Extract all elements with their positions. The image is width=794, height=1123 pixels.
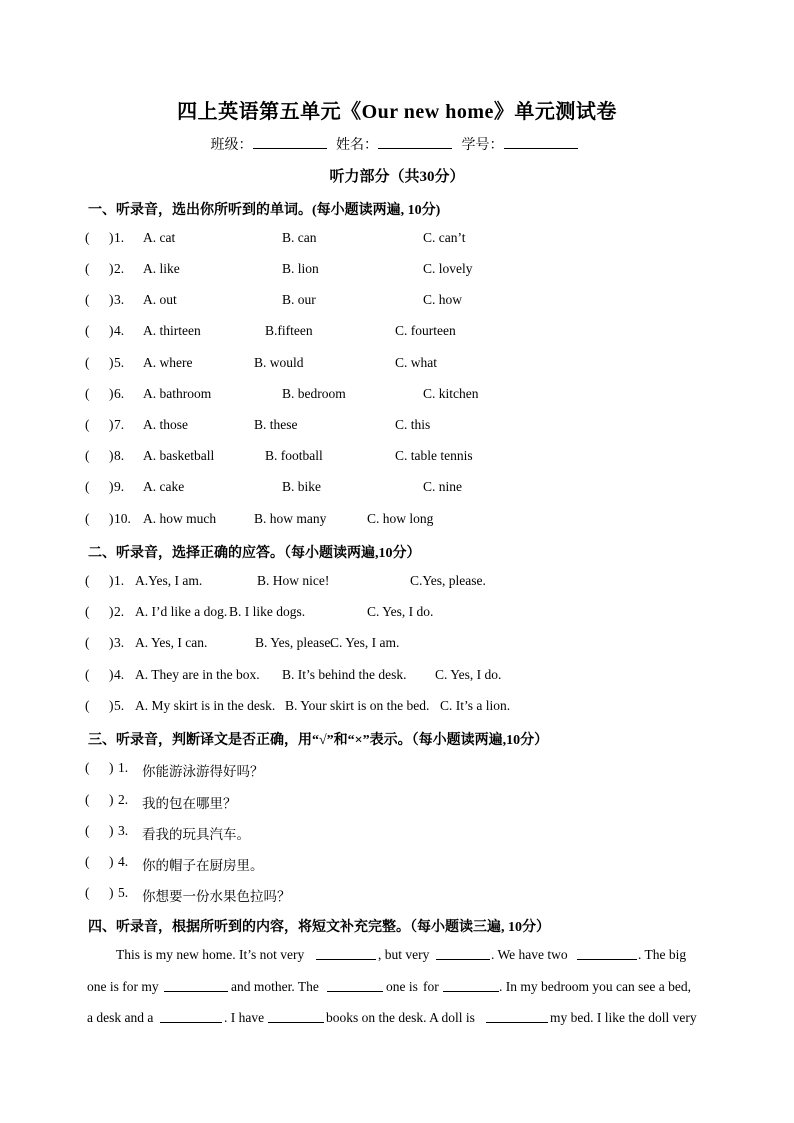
- fill-blank[interactable]: [486, 1010, 548, 1027]
- question-number: 5.: [118, 885, 129, 900]
- answer-paren-close: ): [109, 760, 114, 775]
- fill-blank[interactable]: [268, 1010, 324, 1027]
- passage-text: a desk and a: [87, 1010, 154, 1025]
- fill-blank[interactable]: [577, 947, 637, 964]
- answer-paren-close: ): [109, 292, 114, 307]
- student-info: [0, 134, 794, 154]
- question-number: 2.: [118, 792, 129, 807]
- option-c: C. kitchen: [423, 386, 479, 401]
- option-a: A. They are in the box.: [135, 667, 260, 682]
- answer-paren-open[interactable]: (: [85, 261, 90, 276]
- section3-heading: 三、听录音，判断译文是否正确，用“√”和“×”表示。（每小题读两遍,10分）: [88, 733, 549, 748]
- passage-text: and mother. The: [231, 979, 319, 994]
- option-c: C. can’t: [423, 230, 466, 245]
- option-c: C. Yes, I am.: [330, 635, 400, 650]
- translation-text: 你想要一份水果色拉吗？: [142, 889, 291, 904]
- answer-paren-close: ): [109, 355, 114, 370]
- option-c: C. It’s a lion.: [440, 698, 511, 713]
- question-number: 1.: [114, 573, 125, 588]
- question-number: 4.: [114, 323, 125, 338]
- passage-text: . The big: [638, 947, 687, 962]
- fill-blank[interactable]: [316, 947, 376, 964]
- option-b: B. bike: [282, 479, 321, 494]
- question-number: 4.: [114, 667, 125, 682]
- name-blank[interactable]: [378, 136, 452, 149]
- option-a: A. basketball: [143, 448, 215, 463]
- answer-paren-open[interactable]: (: [85, 854, 90, 869]
- answer-paren-close: ): [109, 573, 114, 588]
- answer-paren-open[interactable]: (: [85, 292, 90, 307]
- answer-paren-close: ): [109, 854, 114, 869]
- option-a: A. thirteen: [143, 323, 201, 338]
- question-number: 10.: [114, 511, 131, 526]
- answer-paren-open[interactable]: (: [85, 417, 90, 432]
- answer-paren-close: ): [109, 698, 114, 713]
- translation-text: 看我的玩具汽车。: [142, 827, 250, 842]
- answer-paren-open[interactable]: (: [85, 635, 90, 650]
- option-a: A. like: [143, 261, 180, 276]
- answer-paren-open[interactable]: (: [85, 479, 90, 494]
- question-number: 3.: [118, 823, 129, 838]
- answer-paren-close: ): [109, 230, 114, 245]
- answer-paren-open[interactable]: (: [85, 792, 90, 807]
- translation-text: 你的帽子在厨房里。: [142, 858, 264, 873]
- question-number: 1.: [118, 760, 129, 775]
- fill-blank[interactable]: [160, 1010, 222, 1027]
- option-b: B.fifteen: [265, 323, 313, 338]
- question-number: 5.: [114, 698, 125, 713]
- option-b: B. these: [254, 417, 298, 432]
- answer-paren-close: ): [109, 261, 114, 276]
- option-b: B. It’s behind the desk.: [282, 667, 407, 682]
- passage-text: my bed. I like the doll very: [550, 1010, 697, 1025]
- answer-paren-close: ): [109, 667, 114, 682]
- option-a: A.Yes, I am.: [135, 573, 203, 588]
- option-c: C. what: [395, 355, 437, 370]
- passage-text: . In my bedroom you can see a bed,: [499, 979, 691, 994]
- listening-header: 听力部分（共30分）: [329, 169, 465, 185]
- answer-paren-open[interactable]: (: [85, 760, 90, 775]
- option-c: C. how: [423, 292, 463, 307]
- number-label: 学号：: [461, 138, 504, 153]
- question-number: 3.: [114, 292, 125, 307]
- page-title: 四上英语第五单元《Our new home》单元测试卷: [177, 101, 617, 123]
- question-number: 6.: [114, 386, 125, 401]
- option-c: C. how long: [367, 511, 434, 526]
- passage-text: This is my new home. It’s not very: [116, 947, 305, 962]
- answer-paren-open[interactable]: (: [85, 448, 90, 463]
- question-number: 3.: [114, 635, 125, 650]
- option-c: C. table tennis: [395, 448, 473, 463]
- option-b: B. bedroom: [282, 386, 346, 401]
- option-b: B. our: [282, 292, 316, 307]
- answer-paren-open[interactable]: (: [85, 355, 90, 370]
- answer-paren-close: ): [109, 417, 114, 432]
- answer-paren-open[interactable]: (: [85, 823, 90, 838]
- option-a: A. those: [143, 417, 188, 432]
- option-b: B. Your skirt is on the bed.: [285, 698, 430, 713]
- passage-text: one is: [386, 979, 418, 994]
- translation-text: 我的包在哪里？: [142, 796, 237, 811]
- option-a: A. how much: [143, 511, 217, 526]
- option-c: C. nine: [423, 479, 462, 494]
- fill-blank[interactable]: [164, 979, 228, 996]
- name-label: 姓名：: [336, 138, 378, 153]
- option-b: B. I like dogs.: [229, 604, 306, 619]
- answer-paren-close: ): [109, 885, 114, 900]
- option-a: A. I’d like a dog.: [135, 604, 228, 619]
- section4-heading: 四、听录音，根据所听到的内容，将短文补充完整。（每小题读三遍, 10分）: [88, 920, 550, 935]
- answer-paren-open[interactable]: (: [85, 698, 90, 713]
- option-b: B. can: [282, 230, 317, 245]
- question-number: 2.: [114, 604, 125, 619]
- option-a: A. cake: [143, 479, 185, 494]
- option-a: A. My skirt is in the desk.: [135, 698, 276, 713]
- answer-paren-close: ): [109, 386, 114, 401]
- answer-paren-close: ): [109, 792, 114, 807]
- answer-paren-close: ): [109, 604, 114, 619]
- option-a: A. Yes, I can.: [135, 635, 208, 650]
- section2-heading: 二、听录音，选择正确的应答。（每小题读两遍,10分）: [88, 546, 421, 561]
- option-b: B. lion: [282, 261, 319, 276]
- question-number: 2.: [114, 261, 125, 276]
- option-b: B. Yes, please.: [255, 635, 334, 650]
- answer-paren-close: ): [109, 511, 114, 526]
- answer-paren-open[interactable]: (: [85, 511, 90, 526]
- option-c: C. lovely: [423, 261, 473, 276]
- passage-text: one is for my: [87, 979, 159, 994]
- question-number: 7.: [114, 417, 125, 432]
- option-c: C. this: [395, 417, 431, 432]
- answer-paren-close: ): [109, 479, 114, 494]
- question-number: 5.: [114, 355, 125, 370]
- answer-paren-open[interactable]: (: [85, 885, 90, 900]
- option-a: A. bathroom: [143, 386, 212, 401]
- passage-text: . We have two: [491, 947, 568, 962]
- option-c: C. Yes, I do.: [367, 604, 434, 619]
- fill-blank[interactable]: [436, 947, 490, 964]
- answer-paren-open[interactable]: (: [85, 386, 90, 401]
- class-blank[interactable]: [253, 136, 327, 149]
- option-c: C. fourteen: [395, 323, 456, 338]
- answer-paren-open[interactable]: (: [85, 230, 90, 245]
- option-b: B. how many: [254, 511, 327, 526]
- option-b: B. football: [265, 448, 323, 463]
- option-b: B. would: [254, 355, 304, 370]
- answer-paren-open[interactable]: (: [85, 573, 90, 588]
- answer-paren-open[interactable]: (: [85, 604, 90, 619]
- fill-blank[interactable]: [443, 979, 499, 996]
- question-number: 9.: [114, 479, 125, 494]
- passage-text: books on the desk. A doll is: [326, 1010, 475, 1025]
- passage-text: for: [423, 979, 439, 994]
- passage-text: . I have: [224, 1010, 265, 1025]
- number-blank[interactable]: [504, 136, 578, 149]
- option-a: A. cat: [143, 230, 176, 245]
- passage-text: , but very: [378, 947, 430, 962]
- answer-paren-close: ): [109, 323, 114, 338]
- option-c: C.Yes, please.: [410, 573, 486, 588]
- option-c: C. Yes, I do.: [435, 667, 502, 682]
- answer-paren-close: ): [109, 635, 114, 650]
- answer-paren-open[interactable]: (: [85, 323, 90, 338]
- section1-heading: 一、听录音，选出你所听到的单词。(每小题读两遍, 10分): [88, 203, 441, 218]
- translation-text: 你能游泳游得好吗？: [142, 764, 264, 779]
- answer-paren-close: ): [109, 448, 114, 463]
- option-a: A. out: [143, 292, 177, 307]
- option-a: A. where: [143, 355, 193, 370]
- class-label: 班级：: [210, 138, 253, 153]
- question-number: 1.: [114, 230, 125, 245]
- fill-blank[interactable]: [327, 979, 383, 996]
- answer-paren-close: ): [109, 823, 114, 838]
- option-b: B. How nice!: [257, 573, 330, 588]
- answer-paren-open[interactable]: (: [85, 667, 90, 682]
- question-number: 4.: [118, 854, 129, 869]
- question-number: 8.: [114, 448, 125, 463]
